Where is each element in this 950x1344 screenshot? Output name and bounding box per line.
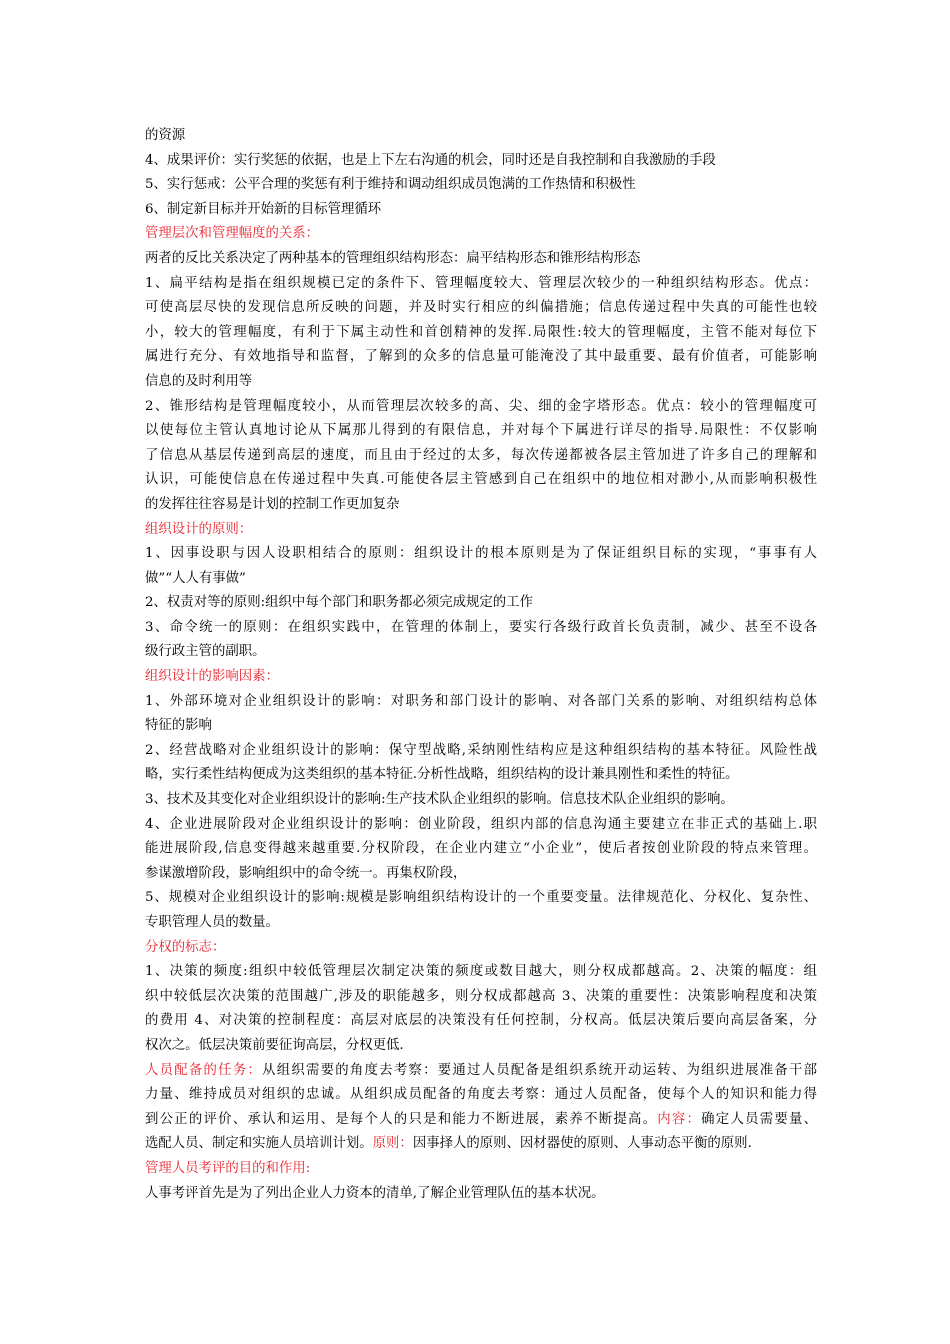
paragraph-line: 做”“人人有事做”	[145, 570, 246, 586]
paragraph-line: 3、命令统一的原则：在组织实践中，在管理的体制上，要实行各级行政首长负责制，减少、甚至不设各	[145, 619, 817, 635]
paragraph-line: 人事考评首先是为了列出企业人力资本的清单,了解企业管理队伍的基本状况。	[145, 1185, 605, 1201]
paragraph-line: 信息的及时利用等	[145, 373, 253, 389]
paragraph-line: 2、锥形结构是管理幅度较小，从而管理层次较多的高、尖、细的金字塔形态。优点：较小的管理幅度可	[145, 398, 817, 414]
paragraph-line: 6、制定新目标并开始新的目标管理循环	[145, 201, 382, 217]
paragraph-line	[145, 1108, 817, 1133]
inline-heading: 人员配备的任务：	[145, 1062, 263, 1078]
paragraph-line: 2、经营战略对企业组织设计的影响：保守型战略,采纳刚性结构应是这种组织结构的基本特征。风险性战	[145, 742, 817, 758]
section-heading: 分权的标志：	[145, 939, 226, 955]
paragraph-text: 选配人员、制定和实施人员培训计划。	[145, 1136, 373, 1152]
paragraph-line: 的费用 4、对决策的控制程度：高层对底层的决策没有任何控制，分权高。低层决策后要向高层备案，分	[145, 1013, 817, 1029]
paragraph-line: 的资源	[145, 128, 186, 143]
section-heading: 管理层次和管理幅度的关系：	[145, 226, 320, 242]
paragraph-line: 专职管理人员的数量。	[145, 915, 279, 930]
paragraph-line: 1、外部环境对企业组织设计的影响：对职务和部门设计的影响、对各部门关系的影响、对组织结构总体	[145, 693, 817, 709]
paragraph-line: 小，较大的管理幅度，有利于下属主动性和首创精神的发挥.局限性:较大的管理幅度，主管不能对每位下	[145, 324, 817, 340]
paragraph-text: 因事择人的原则、因材器使的原则、人事动态平衡的原则.	[412, 1136, 752, 1152]
paragraph-line	[145, 1132, 817, 1157]
paragraph-line	[145, 1059, 817, 1084]
paragraph-line: 3、技术及其变化对企业组织设计的影响:生产技术队企业组织的影响。信息技术队企业组织的影响。	[145, 792, 734, 808]
paragraph-line: 略，实行柔性结构便成为这类组织的基本特征.分析性战略，组织结构的设计兼具刚性和柔性的特征。	[145, 767, 739, 783]
paragraph-text: 确定人员需要量、	[701, 1111, 818, 1127]
paragraph-line: 认识，可能使信息在传递过程中失真.可能使各层主管感到自己在组织中的地位相对渺小,从而影响积极性	[145, 472, 817, 488]
paragraph-line: 1、因事设职与因人设职相结合的原则：组织设计的根本原则是为了保证组织目标的实现，“事事有人	[145, 546, 817, 562]
section-heading: 组织设计的影响因素：	[145, 669, 279, 685]
paragraph-line: 能进展阶段,信息变得越来越重要.分权阶段，在企业内建立“小企业”，使后者按创业阶段的特点来管理。	[145, 841, 817, 857]
paragraph-line: 5、规模对企业组织设计的影响:规模是影响组织结构设计的一个重要变量。法律规范化、分权化、复杂性、	[145, 890, 817, 906]
paragraph-line: 1、扁平结构是指在组织规模已定的条件下、管理幅度较大、管理层次较少的一种组织结构形态。优点：	[145, 275, 817, 291]
paragraph-line: 级行政主管的副职。	[145, 644, 266, 660]
paragraph-line: 属进行充分、有效地指导和监督，了解到的众多的信息量可能淹没了其中最重要、最有价值者，可能影响	[145, 349, 817, 365]
paragraph-line: 4、企业进展阶段对企业组织设计的影响：创业阶段，组织内部的信息沟通主要建立在非正式的基础上.职	[145, 816, 817, 832]
paragraph-line: 以使每位主管认真地讨论从下属那儿得到的有限信息，并对每个下属进行详尽的指导.局限性：不仅影响	[145, 423, 817, 439]
paragraph-line: 力量、维持成员对组织的忠诚。从组织成员配备的角度去考察：通过人员配备，使每个人的知识和能力得	[145, 1087, 817, 1103]
paragraph-line: 2、权责对等的原则:组织中每个部门和职务都必须完成规定的工作	[145, 595, 533, 611]
paragraph-line: 1、决策的频度:组织中较低管理层次制定决策的频度或数目越大，则分权成都越高。2、决策的幅度：组	[145, 964, 817, 980]
paragraph-line: 4、成果评价：实行奖惩的依据，也是上下左右沟通的机会，同时还是自我控制和自我激励的手段	[145, 152, 716, 168]
paragraph-line: 特征的影响	[145, 718, 212, 734]
document-body	[145, 124, 817, 1206]
inline-heading: 内容：	[657, 1111, 702, 1127]
paragraph-line: 的发挥往往容易是计划的控制工作更加复杂	[145, 496, 400, 512]
paragraph-line: 了信息从基层传递到高层的速度，而且由于经过的太多，每次传递都被各层主管加进了许多自己的理解和	[145, 447, 817, 463]
section-heading: 管理人员考评的目的和作用:	[145, 1160, 311, 1176]
paragraph-text: 到公正的评价、承认和运用、是每个人的只是和能力不断进展，素养不断提高。	[145, 1111, 658, 1127]
paragraph-line: 5、实行惩戒：公平合理的奖惩有利于维持和调动组织成员饱满的工作热情和积极性	[145, 177, 636, 193]
paragraph-line: 参谋激增阶段，影响组织中的命令统一。再集权阶段，	[145, 865, 467, 881]
section-heading: 组织设计的原则：	[145, 521, 253, 537]
inline-heading: 原则：	[372, 1136, 413, 1152]
paragraph-line: 织中较低层次决策的范围越广,涉及的职能越多，则分权成都越高 3、决策的重要性：决策影响程度和决策	[145, 988, 817, 1004]
paragraph-text: 从组织需要的角度去考察：要通过人员配备是组织系统开动运转、为组织进展准备干部	[262, 1062, 818, 1078]
paragraph-line: 权次之。低层决策前要征询高层，分权更低.	[145, 1037, 404, 1053]
paragraph-line: 两者的反比关系决定了两种基本的管理组织结构形态：扁平结构形态和锥形结构形态	[145, 250, 641, 266]
paragraph-line: 可使高层尽快的发现信息所反映的问题，并及时实行相应的纠偏措施；信息传递过程中失真的可能性也较	[145, 300, 817, 316]
